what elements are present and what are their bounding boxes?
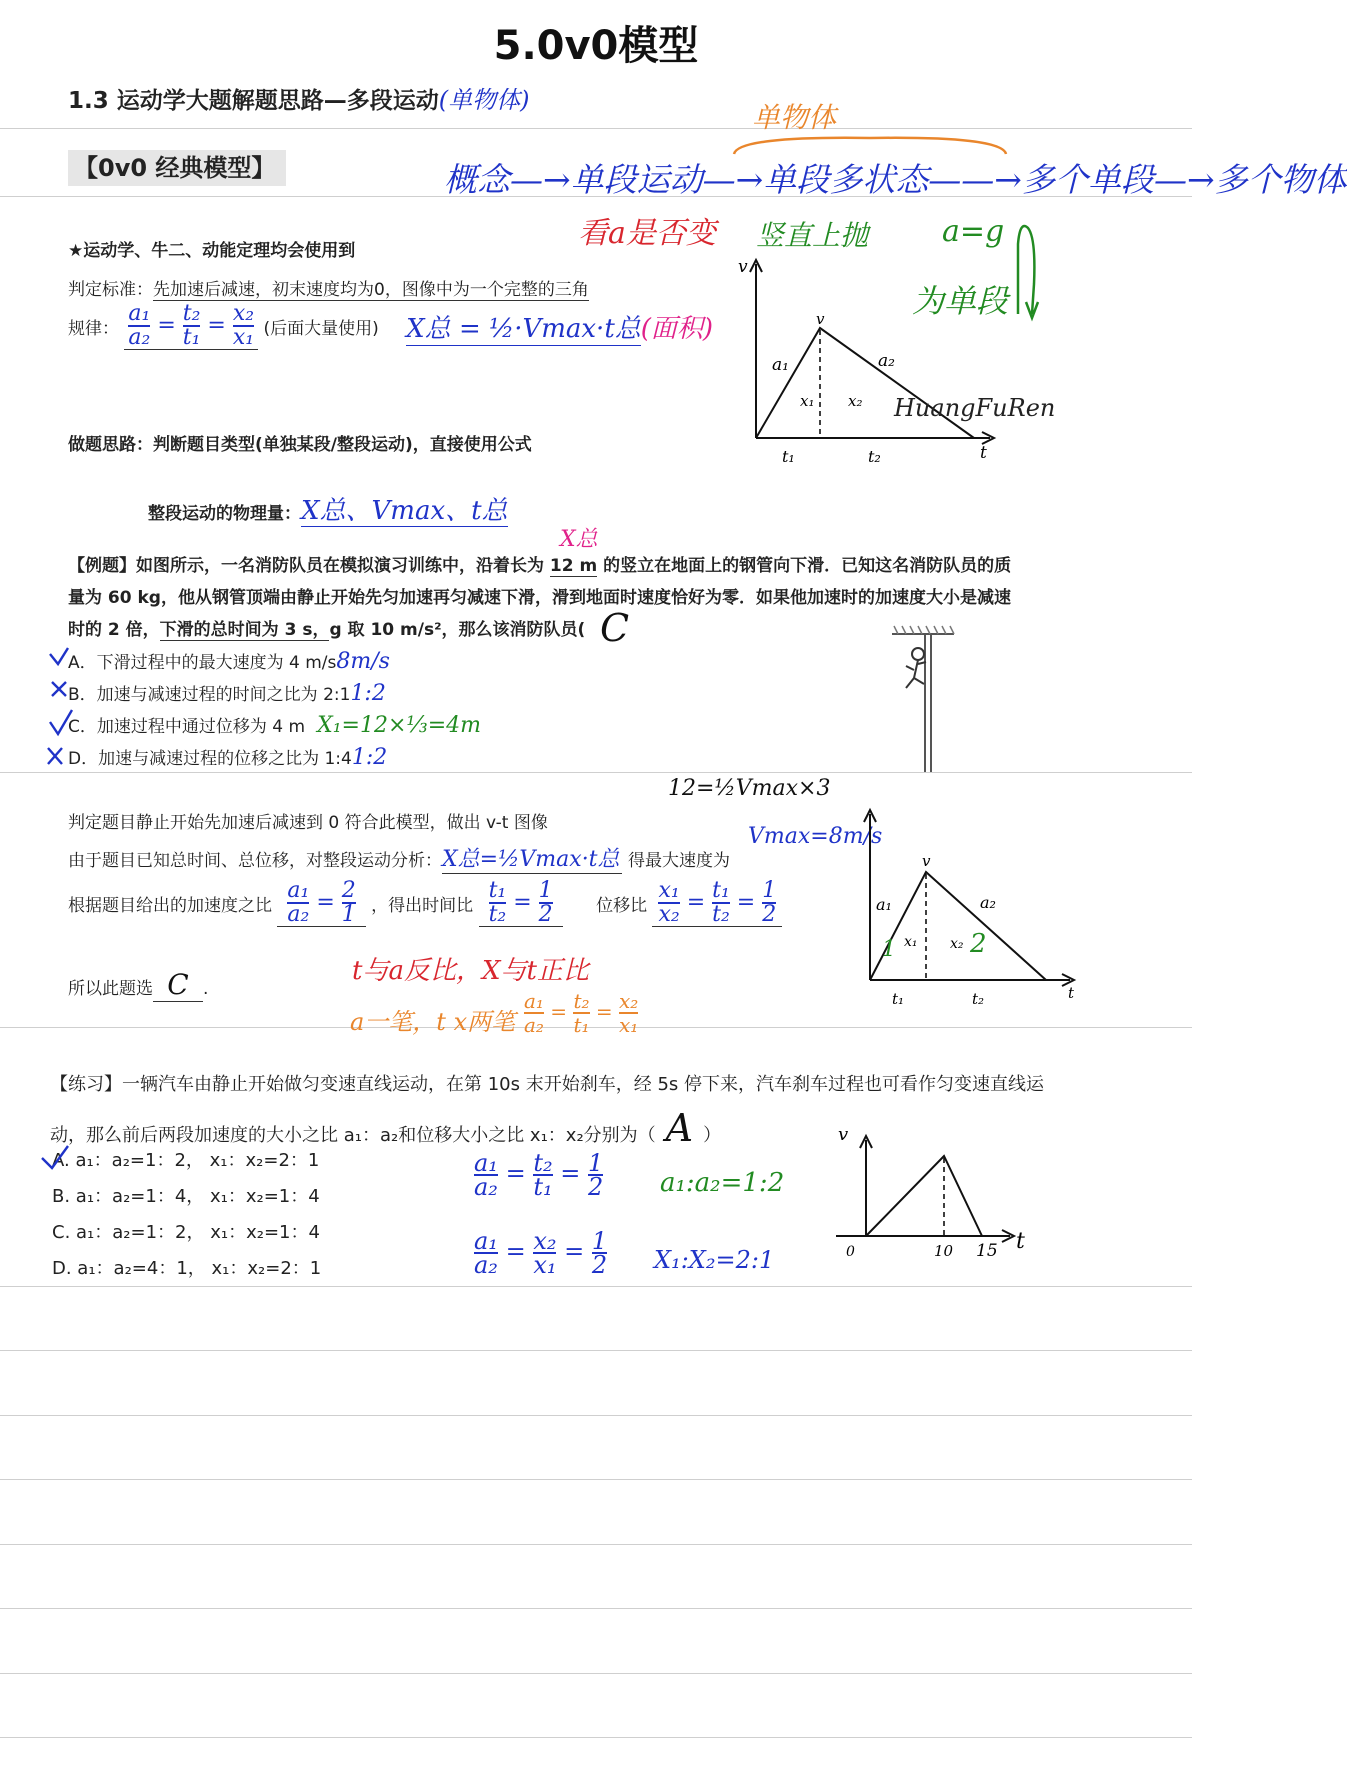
orange-note: a一笔，t x两笔 [350,1008,516,1036]
example-answer: C [600,606,630,650]
solution-text-2c: 得最大速度为 [628,851,730,871]
criterion-label: 判定标准： [68,280,153,300]
example-option-b [68,680,386,706]
solution-text-3a: 根据题目给出的加速度之比 [68,896,272,916]
example-option-a [68,648,390,674]
graph3-tick-15: 15 [976,1241,998,1261]
graph3-t-label: t [1016,1229,1025,1254]
option-marks [44,644,84,774]
wrong-mark-icon [50,648,68,664]
rule-formula-note: (面积) [640,314,714,344]
option-c-text: C．加速过程中通过位移为 4 m [68,717,306,737]
star-line: ★运动学、牛二、动能定理均会使用到 [68,241,356,261]
whole-row [148,490,508,527]
toss-note: 竖直上抛 [756,219,869,252]
graph2-x2: x₂ [950,936,964,952]
option-a-fix: 8m/s [336,649,390,674]
single-segment-note: 为单段 [912,282,1009,320]
graph2-one: 1 [882,937,896,962]
solution-text-3b: ，得出时间比 [371,896,474,916]
solution-vmax: Vmax=8m/s [748,824,883,849]
graph2-x1: x₁ [904,934,918,950]
example-length: 12 m [549,556,598,576]
option-b-fix: 1:2 [350,681,386,706]
solution-answer: C [153,968,203,1002]
time-ratio: $\frac{\text{t₁}}{\text{t₂}}$ = $\frac{1}{2}$ [479,880,563,927]
solution-text-4a: 所以此题选 [68,979,153,999]
criterion-text: 先加速后减速，初末速度均为0，图像中为一个完整的三角 [153,280,589,300]
rule-line [0,772,1192,773]
practice-close: ） [703,1125,722,1146]
method-text: 做题思路：判断题目类型(单独某段/整段运动)，直接使用公式 [68,435,532,455]
rule-line [0,1737,1192,1738]
check-mark-icon [50,710,72,734]
cross-mark-icon [52,682,66,696]
graph2-t-label: t [1068,984,1075,1002]
rule-line [0,128,1192,129]
example-text-2: 的竖立在地面上的钢管向下滑．已知这名消防队员的质 [597,556,1012,576]
vt-graph-3 [828,1124,1048,1274]
orange-ratio: $\frac{\text{a₁}}{\text{a₂}}$ = $\frac{\text{t₂}}{\text{t₁}}$ = $\frac{\text{x₂}}{\text{x₁}}$ [524,989,639,1037]
example-line-2: 量为 60 kg，他从钢管顶端由静止开始先匀加速再匀减速下滑，滑到地面时速度恰好为零．如果他加速时的加速度大小是减速 [68,588,1011,608]
option-c-fix: X₁=12×⅓=4m [317,713,482,738]
solution-top-formula: 12=½Vmax×3 [668,776,831,801]
model-box-label: 【0v0 经典模型】 [68,150,286,186]
practice-option-d: D. a₁：a₂=4：1， x₁：x₂=2：1 [52,1258,322,1279]
red-note: t与a反比，X与t正比 [352,956,589,986]
graph3-origin: 0 [846,1244,855,1260]
criterion-line [68,275,589,300]
solution-text-3c: 位移比 [596,896,648,916]
practice-option-c: C. a₁：a₂=1：2， x₁：x₂=1：4 [52,1222,320,1243]
rule-line [0,1286,1192,1287]
section-heading [68,80,530,115]
example-text-1: 【例题】如图所示，一名消防队员在模拟演习训练中，沿着长为 [68,556,550,576]
practice-result-2: X₁:X₂=2:1 [654,1246,775,1274]
graph1-x1: x₁ [800,392,815,410]
option-d-fix: 1:2 [351,745,388,770]
example-time: 下滑的总时间为 3 s， [159,620,330,640]
solution-line-3 [68,880,782,938]
graph2-a2: a₂ [980,893,996,912]
solution-line-2 [68,842,730,874]
vt-graph-2 [846,800,1106,1010]
whole-label: 整段运动的物理量： [148,504,301,524]
graph1-t-label: t [980,443,987,463]
section-heading-note: (单物体) [438,86,530,114]
example-line-3 [68,614,1028,646]
whole-value: X总、Vmax、t总 [301,496,508,526]
graph1-v-label: v [738,257,748,277]
graph1-t2: t₂ [868,447,881,466]
fireman-pole-figure [888,626,958,772]
practice-answer: A [665,1106,694,1150]
concept-chain: 概念—→单段运动—→单段多状态——→多个单段—→多个物体 [444,160,1347,199]
graph1-peak-label: v [816,310,825,328]
solution-line-4: 所以此题选 C . [68,968,209,1001]
example-line-1 [68,550,1028,582]
example-xnote: X总 [560,527,598,552]
rule-line [0,1415,1192,1416]
example-option-c [68,712,481,738]
graph1-t1: t₁ [782,447,795,466]
solution-text-2a: 由于题目已知总时间、总位移，对整段运动分析： [68,851,442,871]
rule-formula: X总 = ½·Vmax·t总 [406,308,641,346]
graph1-a2: a₂ [878,351,895,371]
rule-line [0,1350,1192,1351]
option-d-text: D．加速与减速过程的位移之比为 1:4 [68,749,352,769]
solution-formula: X总=½Vmax·t总 [442,842,622,874]
solution-line-1: 判定题目静止开始先加速后减速到 0 符合此模型，做出 v-t 图像 [68,813,548,833]
practice-line-2 [50,1106,721,1150]
vt-graph-1 [728,250,1056,470]
page-title: 5.0v0模型 [493,23,699,69]
graph3-v-label: v [838,1124,849,1145]
practice-option-a: A. a₁：a₂=1：2， x₁：x₂=2：1 [52,1150,320,1171]
rule-ratio: $\frac{\text{a₁}}{\text{a₂}}$ = $\frac{\text{t₂}}{\text{t₁}}$ = $\frac{\text{x₂}}{\text{x₁}}$ [124,303,258,350]
practice-result-1: a₁:a₂=1:2 [660,1168,785,1198]
concept-sub-note: 看a是否变 [578,216,716,251]
practice-option-b: B. a₁：a₂=1：4， x₁：x₂=1：4 [52,1186,320,1207]
graph2-t1: t₁ [892,990,905,1008]
rule-note: (后面大量使用) [263,319,379,339]
graph2-a1: a₁ [876,895,892,914]
graph2-t2: t₂ [972,990,985,1008]
example-text-3c: g 取 10 m/s²，那么该消防队员( [329,620,586,640]
concept-top-note: 单物体 [752,101,837,134]
rule-row [68,303,713,367]
rule-line [0,1608,1192,1609]
graph2-two: 2 [970,929,987,959]
practice-text-2: 动，那么前后两段加速度的大小之比 a₁：a₂和位移大小之比 x₁：x₂分别为（ [50,1125,656,1146]
graph1-a1: a₁ [772,355,789,375]
graph3-tick-10: 10 [934,1242,954,1260]
rule-line [0,1544,1192,1545]
graph2-peak-label: v [922,852,931,870]
example-option-d [68,744,387,770]
practice-ratio-1: $\frac{\text{a₁}}{\text{a₂}}$ = $\frac{\text{t₂}}{\text{t₁}}$ = $\frac{1}{2}$ [474,1149,604,1201]
option-b-text: B．加速与减速过程的时间之比为 2:1 [68,685,351,705]
displacement-ratio: $\frac{\text{x₁}}{\text{x₂}}$ = $\frac{\text{t₁}}{\text{t₂}}$ = $\frac{1}{2}$ [652,880,782,927]
example-text-3a: 时的 2 倍， [68,620,160,640]
rule-label: 规律： [68,319,119,339]
rule-line [0,1479,1192,1480]
check-mark-icon [38,1144,78,1174]
rule-line [0,1673,1192,1674]
ag-note: a=g [942,214,1005,249]
accel-ratio: $\frac{\text{a₁}}{\text{a₂}}$ = $\frac{2}{1}$ [277,880,365,927]
cross-mark-icon [48,748,62,764]
graph1-x2: x₂ [848,392,863,410]
practice-line-1: 【练习】一辆汽车由静止开始做匀变速直线运动，在第 10s 末开始刹车，经 5s 停下来，汽车刹车过程也可看作匀变速直线运 [50,1074,1044,1095]
graph1-signature: HuangFuRen [894,394,1056,422]
section-heading-text: 1.3 运动学大题解题思路—多段运动 [68,88,439,114]
option-a-text: A．下滑过程中的最大速度为 4 m/s [68,653,337,673]
practice-ratio-2: $\frac{\text{a₁}}{\text{a₂}}$ = $\frac{\text{x₂}}{\text{x₁}}$ = $\frac{1}{2}$ [474,1227,608,1279]
